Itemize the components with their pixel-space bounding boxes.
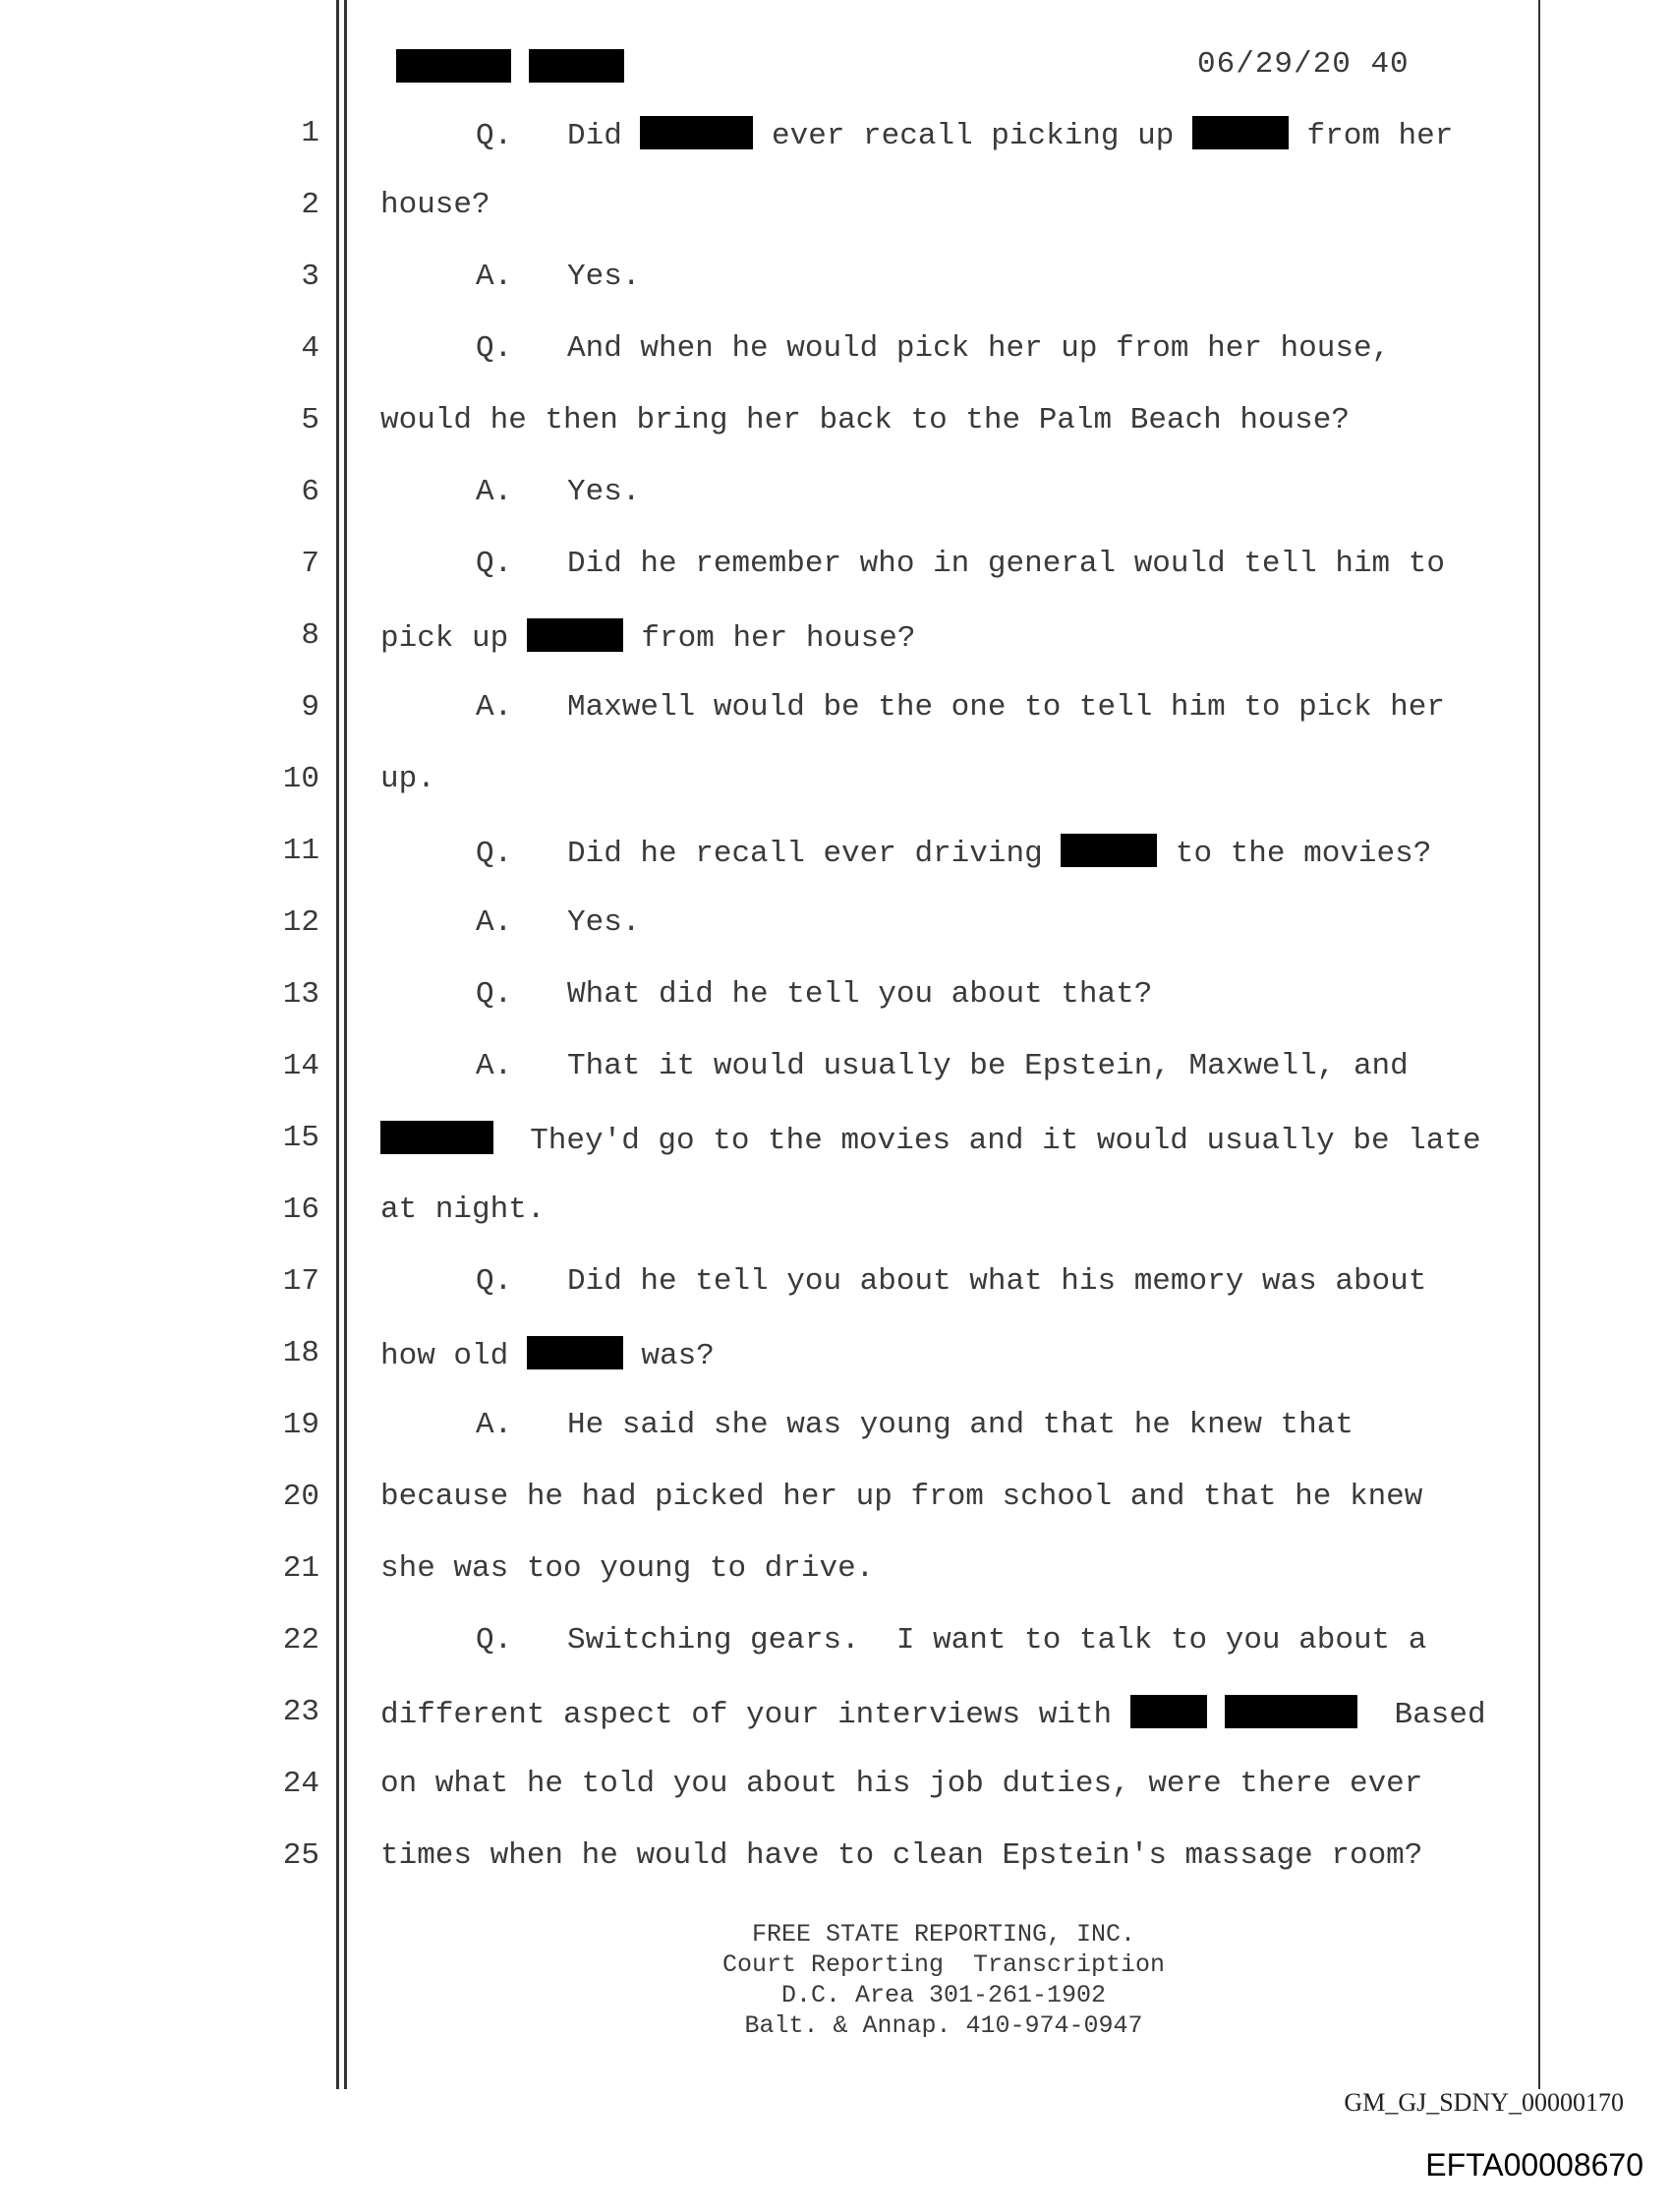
line-number: 21: [282, 1551, 319, 1586]
line-text: [476, 977, 1152, 1012]
transcript-line: [0, 1185, 1671, 1244]
line-number: 4: [301, 331, 319, 366]
redaction-box: [527, 1336, 623, 1369]
text-segment: Q. And when he would pick her up from her house,: [476, 331, 1391, 366]
line-text: [476, 260, 640, 294]
text-segment: how old: [380, 1339, 527, 1373]
text-segment: from her house?: [622, 621, 916, 656]
text-segment: up.: [380, 762, 435, 796]
transcript-line: [0, 969, 1671, 1028]
transcript-line: [0, 1400, 1671, 1459]
text-segment: would he then bring her back to the Palm Beach house?: [380, 403, 1350, 437]
text-segment: Q. Did he recall ever driving: [476, 837, 1062, 871]
line-number: 18: [282, 1336, 319, 1370]
text-segment: Q. Switching gears. I want to talk to you about a: [476, 1623, 1427, 1658]
transcript-line: [0, 754, 1671, 813]
text-segment: Q. Did: [476, 119, 641, 153]
line-text: [476, 1264, 1426, 1299]
line-number: 20: [282, 1480, 319, 1514]
line-number: 8: [301, 618, 319, 653]
line-text: [476, 834, 1431, 871]
line-number: 2: [301, 188, 319, 222]
line-text: [380, 1767, 1422, 1801]
line-number: 1: [301, 116, 319, 150]
transcript-line: [0, 1472, 1671, 1531]
text-segment: she was too young to drive.: [380, 1551, 875, 1586]
line-text: [380, 1838, 1422, 1873]
line-text: [380, 1121, 1481, 1158]
line-number: 3: [301, 260, 319, 294]
redaction-box: [1225, 1695, 1357, 1728]
transcript-line: [0, 1113, 1671, 1172]
text-segment: to the movies?: [1157, 837, 1432, 871]
text-segment: A. He said she was young and that he knew that: [476, 1408, 1354, 1442]
footer-dc-phone: D.C. Area 301-261-1902: [780, 1981, 1107, 2009]
line-number: 22: [282, 1623, 319, 1658]
text-segment: Q. Did he tell you about what his memory was about: [476, 1264, 1427, 1299]
transcript-line: [0, 467, 1671, 526]
redaction-box: [1192, 116, 1289, 149]
line-text: [380, 1551, 874, 1586]
line-number: 13: [282, 977, 319, 1012]
text-segment: ever recall picking up: [753, 119, 1192, 153]
text-segment: because he had picked her up from school and that he knew: [380, 1480, 1423, 1514]
text-segment: Q. What did he tell you about that?: [476, 977, 1153, 1012]
footer-services: Court Reporting Transcription: [721, 1950, 1166, 1979]
line-text: [476, 475, 640, 509]
line-number: 16: [282, 1193, 319, 1227]
line-number: 12: [282, 905, 319, 940]
text-segment: was?: [622, 1339, 715, 1373]
transcript-line: [0, 1615, 1671, 1674]
text-segment: on what he told you about his job duties, were there ever: [380, 1767, 1423, 1801]
line-text: [380, 188, 490, 222]
text-segment: A. Yes.: [476, 475, 641, 509]
line-number: 19: [282, 1408, 319, 1442]
text-segment: A. That it would usually be Epstein, Maxwell, and: [476, 1049, 1409, 1083]
line-number: 17: [282, 1264, 319, 1299]
text-segment: pick up: [380, 621, 527, 656]
line-number: 15: [282, 1121, 319, 1155]
line-text: [476, 690, 1445, 725]
transcript-line: [0, 1328, 1671, 1387]
transcript-line: [0, 180, 1671, 239]
transcript-line: [0, 826, 1671, 885]
transcript-line: [0, 682, 1671, 741]
line-number: 6: [301, 475, 319, 509]
line-number: 23: [282, 1695, 319, 1729]
text-segment: Based: [1357, 1698, 1486, 1732]
redaction-box: [1130, 1695, 1207, 1728]
line-text: [476, 547, 1445, 581]
redaction-box: [1061, 834, 1157, 867]
header-page-number: 40: [1370, 47, 1410, 82]
text-segment: A. Yes.: [476, 905, 641, 940]
line-number: 14: [282, 1049, 319, 1083]
text-segment: Q. Did he remember who in general would tell him to: [476, 547, 1445, 581]
text-segment: at night.: [380, 1193, 546, 1227]
bates-number: GM_GJ_SDNY_00000170: [1344, 2088, 1624, 2117]
line-text: [476, 1408, 1354, 1442]
line-number: 7: [301, 547, 319, 581]
text-segment: [1207, 1698, 1226, 1732]
line-number: 5: [301, 403, 319, 437]
text-segment: They'd go to the movies and it would usually be late: [493, 1124, 1481, 1158]
text-segment: different aspect of your interviews with: [380, 1698, 1130, 1732]
transcript-line: [0, 252, 1671, 311]
line-text: [476, 1623, 1426, 1658]
line-number: 9: [301, 690, 319, 725]
line-text: [380, 1336, 715, 1373]
reporter-footer: [649, 1919, 1239, 2041]
line-number: 11: [282, 834, 319, 868]
line-text: [380, 403, 1350, 437]
line-text: [380, 1695, 1486, 1732]
line-text: [476, 1049, 1409, 1083]
footer-balt-phone: Balt. & Annap. 410-974-0947: [744, 2011, 1143, 2040]
line-text: [476, 905, 640, 940]
transcript-line: [0, 323, 1671, 382]
header-redaction-1: [396, 49, 511, 83]
header-date-page: [1197, 47, 1410, 82]
transcript-line: [0, 1543, 1671, 1602]
text-segment: times when he would have to clean Epstein's massage room?: [380, 1838, 1423, 1873]
line-text: [476, 331, 1390, 366]
transcript-line: [0, 1759, 1671, 1818]
redaction-box: [640, 116, 753, 149]
line-text: [380, 1193, 545, 1227]
line-number: 25: [282, 1838, 319, 1873]
header-date: 06/29/20: [1197, 47, 1352, 82]
redaction-box: [527, 618, 623, 652]
transcript-line: [0, 1256, 1671, 1315]
line-number: 24: [282, 1767, 319, 1801]
transcript-line: [0, 108, 1671, 167]
transcript-line: [0, 1041, 1671, 1100]
line-text: [380, 1480, 1422, 1514]
transcript-line: [0, 539, 1671, 598]
text-segment: house?: [380, 188, 490, 222]
text-segment: A. Yes.: [476, 260, 641, 294]
line-text: [380, 762, 435, 796]
redaction-box: [380, 1121, 493, 1154]
transcript-line: [0, 1831, 1671, 1890]
transcript-line: [0, 611, 1671, 669]
transcript-line: [0, 1687, 1671, 1746]
line-text: [476, 116, 1453, 153]
efta-number: EFTA00008670: [1425, 2147, 1643, 2183]
transcript-line: [0, 898, 1671, 957]
header-redaction-2: [529, 49, 624, 83]
line-text: [380, 618, 915, 656]
transcript-line: [0, 395, 1671, 454]
text-segment: A. Maxwell would be the one to tell him to pick her: [476, 690, 1445, 725]
footer-company: FREE STATE REPORTING, INC.: [751, 1920, 1136, 1949]
line-number: 10: [282, 762, 319, 796]
text-segment: from her: [1288, 119, 1454, 153]
